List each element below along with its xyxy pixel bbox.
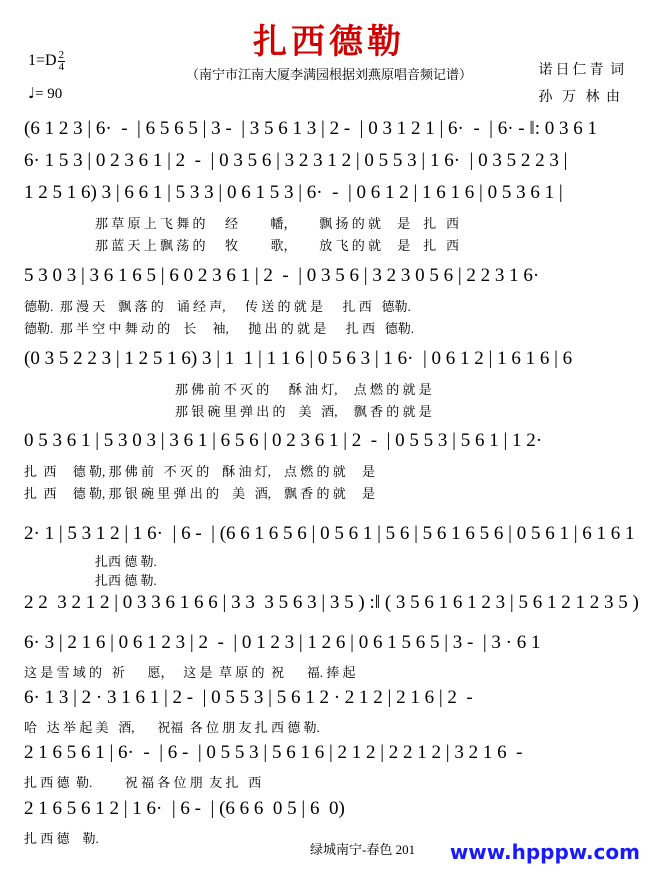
footer-note: 绿城南宁-春色 201	[310, 842, 416, 857]
music-line: 6· 1 3 | 2 · 3 1 6 1 | 2 - | 0 5 5 3 | 5 6 1 2 · 2 1 2 | 2 1 6 | 2 -	[24, 687, 473, 708]
key-signature-name: D	[45, 52, 57, 70]
lyric-line: 扎 西 德 勒, 那 银 碗 里 弹 出 的 美 酒, 飘 香 的 就 是	[24, 486, 376, 501]
music-line: 0 5 3 6 1 | 5 3 0 3 | 3 6 1 | 6 5 6 | 0 2 3 6 1 | 2 - | 0 5 5 3 | 5 6 1 | 1 2·	[24, 430, 543, 451]
music-line: 1 2 5 1 6) 3 | 6 6 1 | 5 3 3 | 0 6 1 5 3 | 6· - | 0 6 1 2 | 1 6 1 6 | 0 5 3 6 1 |	[24, 182, 563, 203]
lyric-line: 扎西 德 勒.	[95, 573, 157, 588]
music-line: 6· 3 | 2 1 6 | 0 6 1 2 3 | 2 - | 0 1 2 3 | 1 2 6 | 0 6 1 5 6 5 | 3 - | 3 · 6 1	[24, 632, 541, 653]
tempo-value: = 90	[35, 86, 63, 102]
page-title: 扎西德勒	[253, 22, 405, 62]
music-line: 2 1 6 5 6 1 | 6· - | 6 - | 0 5 5 3 | 5 6 1 6 | 2 1 2 | 2 2 1 2 | 3 2 1 6 -	[24, 742, 523, 763]
subtitle: （南宁市江南大厦李满园根据刘燕原唱音频记谱）	[185, 67, 472, 82]
tempo-marking	[28, 84, 62, 103]
lyric-line: 扎西 德 勒.	[95, 554, 157, 569]
lyric-line: 那 银 碗 里 弹 出 的 美 酒, 飘 香 的 就 是	[175, 404, 432, 419]
lyric-line: 那 佛 前 不 灭 的 酥 油 灯, 点 燃 的 就 是	[175, 382, 432, 397]
lyric-line: 扎 西 德 勒, 那 佛 前 不 灭 的 酥 油 灯, 点 燃 的 就 是	[24, 464, 376, 479]
credit-composer-role: 由	[606, 89, 620, 105]
music-line: 5 3 0 3 | 3 6 1 6 5 | 6 0 2 3 6 1 | 2 - | 0 3 5 6 | 3 2 3 0 5 6 | 2 2 3 1 6·	[24, 265, 540, 286]
quarter-note-icon: ♩	[28, 84, 36, 102]
credit-composer	[539, 85, 625, 112]
music-line: (6 1 2 3 | 6· - | 6 5 6 5 | 3 - | 3 5 6 1 3 | 2 - | 0 3 1 2 1 | 6· - | 6· - ‖: 0 3 6 1	[24, 118, 597, 139]
music-line: 2 2 3 2 1 2 | 0 3 3 6 1 6 6 | 3 3 3 5 6 3 | 3 5 ) :‖ ( 3 5 6 1 6 1 2 3 | 5 6 1 2 1 2 3 5 )	[24, 592, 639, 613]
music-line: 6· 1 5 3 | 0 2 3 6 1 | 2 - | 0 3 5 6 | 3 2 3 1 2 | 0 5 5 3 | 1 6· | 0 3 5 2 2 3 |	[24, 150, 568, 171]
lyric-line: 那 蓝 天 上 飘 荡 的 牧 歌， 放 飞 的 就 是 扎 西	[95, 238, 460, 253]
credits	[539, 58, 625, 111]
lyric-line: 那 草 原 上 飞 舞 的 经 幡， 飘 扬 的 就 是 扎 西	[95, 216, 460, 231]
music-line: (0 3 5 2 2 3 | 1 2 5 1 6) 3 | 1 1 | 1 1 6 | 0 5 6 3 | 1 6· | 0 6 1 2 | 1 6 1 6 | 6	[24, 348, 573, 369]
credit-composer-name: 孙 万 林	[538, 89, 603, 105]
lyric-line: 德勒. 那 半 空 中 舞 动 的 长 袖, 抛 出 的 就 是 扎 西 德勒.	[24, 321, 415, 336]
lyric-line: 扎 西 德 勒.	[24, 831, 99, 846]
time-signature	[58, 50, 66, 73]
footer-website-url[interactable]: www.hpppw.com	[449, 840, 640, 864]
lyric-line: 扎 西 德 勒. 祝 福 各 位 朋 友 扎 西	[24, 775, 262, 790]
lyric-line: 这 是 雪 域 的 祈 愿， 这 是 草 原 的 祝 福. 捧 起	[24, 665, 356, 680]
lyric-line: 德勒. 那 漫 天 飘 落 的 诵 经 声, 传 送 的 就 是 扎 西 德勒.	[24, 299, 411, 314]
music-line: 2· 1 | 5 3 1 2 | 1 6· | 6 - | (6 6 1 6 5 6 | 0 5 6 1 | 5 6 | 5 6 1 6 5 6 | 0 5 6 1 | 6 1 6 1	[24, 523, 635, 544]
time-signature-denominator: 4	[58, 61, 65, 73]
credit-lyricist-name: 诺日仁青	[538, 63, 607, 78]
credit-lyricist-role: 词	[610, 63, 624, 78]
key-signature-label: 1=	[28, 52, 46, 70]
credit-lyricist	[539, 58, 625, 85]
music-line: 2 1 6 5 6 1 2 | 1 6· | 6 - | (6 6 6 0 5 | 6 0)	[24, 798, 345, 819]
lyric-line: 哈 达 举 起 美 酒, 祝福 各 位 朋 友 扎 西 德 勒.	[24, 720, 320, 735]
key-signature	[28, 50, 65, 73]
time-signature-numerator: 2	[58, 49, 65, 61]
